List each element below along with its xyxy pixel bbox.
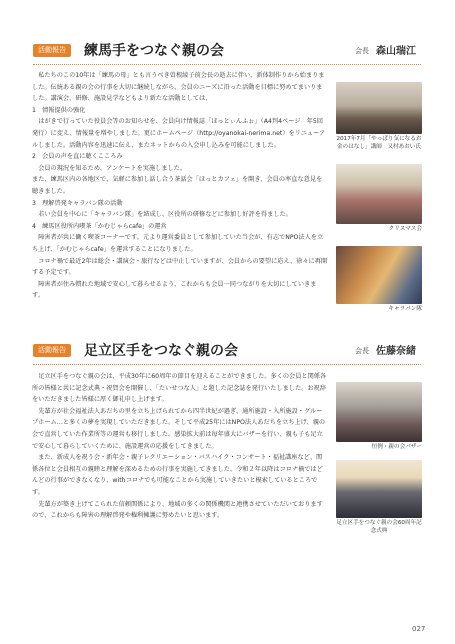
section2-badge: 活動報告 (33, 344, 71, 357)
paragraph: 足立区手をつなぐ親の会は、平成30年に60周年の節目を迎えることができました。多くの会員と関係各所の皆様と共に記念式典・祝賀会を開催し、「たいせつな人」と題した記念誌を発行いたしました。お祝辞をいただきました皆様に厚く御礼申し上げます。 (32, 373, 327, 404)
anniversary-photo-image (336, 460, 422, 518)
subheading: 1 情報提供の強化 (32, 106, 86, 114)
photo-bazaar (336, 382, 422, 451)
section1-badge: 活動報告 (33, 44, 71, 57)
section1-divider (33, 64, 421, 65)
paragraph: はがきで行っていた役員会等のお知らせを、会員向け情報誌「ほっとぃんふぉ」（A4判4ページ 年5回発行）に変え、情報量を増やしました。更にホームページ（http://oyanokai-nerima.net）をリニューアルしました。活動内容を迅速に伝え、またネットからの入会申し込みを可能にしました。 (32, 118, 326, 149)
paragraph: 会員の現況を知るため、アンケートを実施しました。 (38, 164, 187, 172)
section2-divider (33, 364, 421, 365)
page-number: 027 (412, 625, 426, 633)
photo-lecture (336, 82, 422, 151)
photo-anniversary (336, 460, 422, 535)
bazaar-photo-image (336, 382, 422, 442)
paragraph: 先輩方が築き上げてこられた信頼関係により、地域の多くの関係機関と連携させていただいておりますので、これからも障害の理解啓発や権利擁護に努めたいと思います。 (32, 500, 323, 520)
photo-caption: クリスマス会 (388, 226, 422, 232)
section2-header (0, 340, 455, 362)
section2-title: 足立区手をつなぐ親の会 (84, 343, 238, 359)
paragraph: 障害者が共に働く喫茶コーナーです。元より運営委員として参加していた当会が、有志でNPO法人を立ち上げ、「かむじゃらcafe」を運営することになりました。 (32, 234, 324, 253)
photo-caravan (336, 246, 422, 313)
photo-caption: 2017年7月「やっぱり気になるお金のはなし」講師 又村あおい氏 (336, 136, 422, 150)
caravan-photo-image (336, 246, 422, 304)
lecture-photo-image (336, 82, 422, 134)
paragraph: 若い会員を中心に「キャラバン隊」を結成し、区役所の研修などに参加し好評を得ました。 (38, 211, 292, 219)
subheading: 4 練馬区役所内喫茶「かむじゃらcafe」の運営 (32, 222, 167, 230)
section2-chair-name: 佐藤奈緒 (376, 346, 416, 357)
paragraph: 先輩方が社会福祉法人あだちの里を立ち上げられてから四半世紀が過ぎ、通所施設・入所施設・グループホーム…と多くの夢を実現していただきました。そして平成25年にはNPO法人あだちを立ち上げ、親の会で直営していた作業所等の運営も移行しました。感染拡大前は毎年盛大にバザーを行い、親も子も足立で安心して暮らしていくために、施設運営の応援をしてきました。 (32, 407, 326, 450)
section2-body (32, 371, 328, 522)
section1-header (0, 40, 455, 62)
section2-chair-role: 会長 (355, 347, 369, 355)
christmas-photo-image (336, 164, 422, 224)
section1-chair-role: 会長 (355, 47, 369, 55)
paragraph: コロナ禍で最近2年は総会・講演会・旅行などは中止していますが、会員からの要望に応え、徐々に再開する予定です。 (32, 257, 328, 277)
subheading: 2 会員の声を直に聴くこころみ (32, 153, 123, 161)
photo-christmas (336, 164, 422, 233)
section1-chair-name: 森山瑞江 (376, 46, 416, 57)
paragraph: 私たちのこの10年は「練馬の母」とも言うべき曽根綾子前会長の逝去に伴い、新体制作りから始まりました。伝統ある親の会の行事を大切に継続しながら、会員のニーズに沿った活動を目標に努めてまいりました。講演会、研修、施設見学などもより新たな活動としては、 (32, 72, 325, 103)
photo-caption: キャラバン隊 (388, 306, 422, 312)
photo-caption: 恒例・親の会バザー (371, 444, 422, 450)
photo-caption: 足立区手をつなぐ親の会60周年記念式典 (336, 520, 422, 534)
paragraph: また、新成人を祝う会・新年会・親子レクリエーション・バスハイク・コンサート・福祉講座など、関係各位と会員相互の親睦と理解を深めるための行事を実施してきました。令和２年以降はコロナ禍ではどんどの行事ができなくなり、withコロナでも可能なことから実施していきたいと模索しているところです。 (32, 454, 323, 496)
subheading: 3 理解啓発キャラバン隊の活動 (32, 199, 123, 207)
section1-body (32, 70, 328, 302)
paragraph: また、練馬区内の各地区で、気軽に参加し話し合う茶話会「ほっとカフェ」を開き、会員の率直な意見を聴きました。 (32, 176, 323, 195)
section1-title: 練馬手をつなぐ親の会 (84, 43, 224, 59)
paragraph: 障害者が住み慣れた地域で安心して暮らせるよう、これからも会員一同つながりを大切にしていきます。 (32, 280, 317, 300)
